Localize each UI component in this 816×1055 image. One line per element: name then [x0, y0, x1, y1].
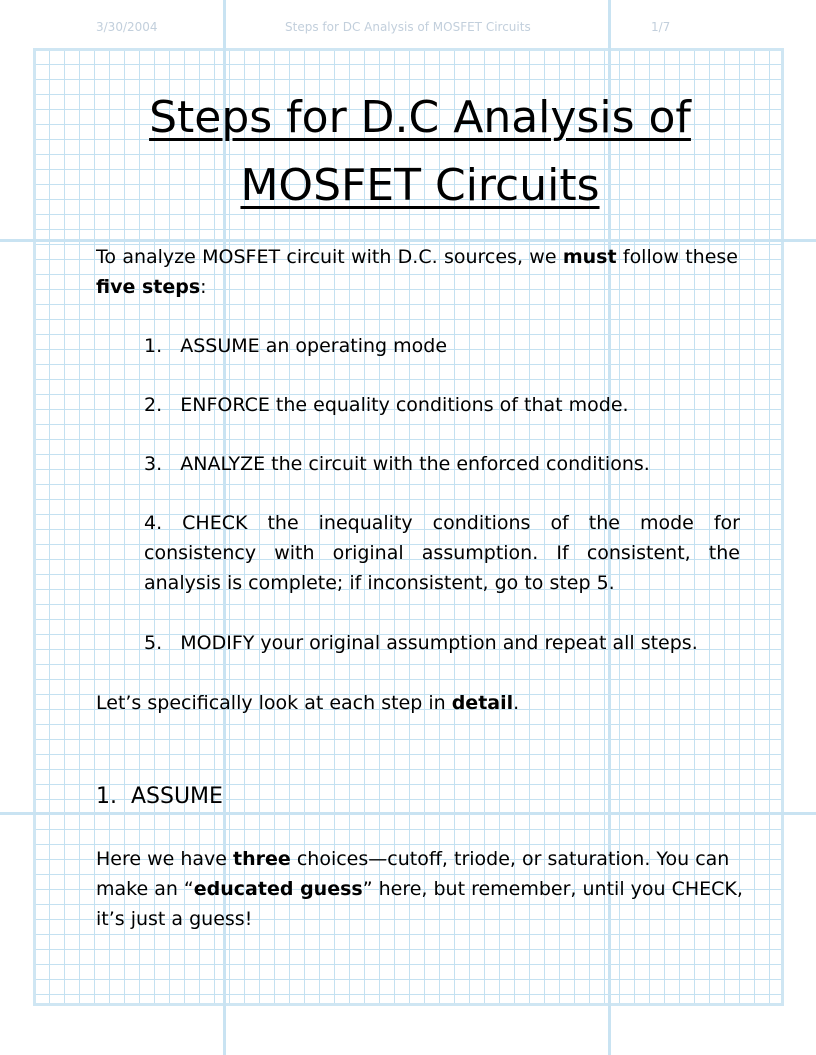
detail-bold: detail — [451, 692, 514, 714]
intro-paragraph — [96, 242, 738, 302]
detail-paragraph — [96, 688, 738, 718]
detail-text: Let’s specifically look at each step in — [96, 692, 452, 714]
intro-text: follow these — [616, 246, 738, 268]
assume-bold-educated-guess: educated guess — [193, 878, 363, 900]
assume-text: Here we have — [96, 848, 234, 870]
intro-bold-five-steps: five steps — [96, 276, 201, 298]
title-line-2: MOSFET Circuits — [240, 160, 600, 211]
assume-bold-three: three — [233, 848, 291, 870]
header-doc-title: Steps for DC Analysis of MOSFET Circuits — [285, 20, 531, 34]
assume-paragraph — [96, 844, 756, 934]
section-heading-assume: 1. ASSUME — [96, 784, 223, 809]
step-5: 5. MODIFY your original assumption and repeat all steps. — [144, 632, 698, 654]
step-1: 1. ASSUME an operating mode — [144, 335, 448, 357]
intro-bold-must: must — [562, 246, 617, 268]
assume-text: ” here, but remember, until you CHECK, it’s just a guess! — [96, 878, 743, 930]
intro-text: To analyze MOSFET circuit with D.C. sources, we — [96, 246, 563, 268]
intro-text: : — [200, 276, 207, 298]
detail-text: . — [513, 692, 520, 714]
header-date: 3/30/2004 — [96, 20, 158, 34]
assume-text: choices—cutoff, triode, or saturation. You can make an “ — [96, 848, 730, 900]
page-title — [60, 84, 780, 220]
header-page-number: 1/7 — [651, 20, 671, 34]
step-2: 2. ENFORCE the equality conditions of that mode. — [144, 394, 629, 416]
step-3: 3. ANALYZE the circuit with the enforced conditions. — [144, 453, 650, 475]
step-4: 4. CHECK the inequality conditions of the mode for consistency with original assumption. If consistent, the analysis is complete; if inconsistent, go to step 5. — [144, 512, 740, 594]
title-line-1: Steps for D.C Analysis of — [149, 92, 691, 143]
